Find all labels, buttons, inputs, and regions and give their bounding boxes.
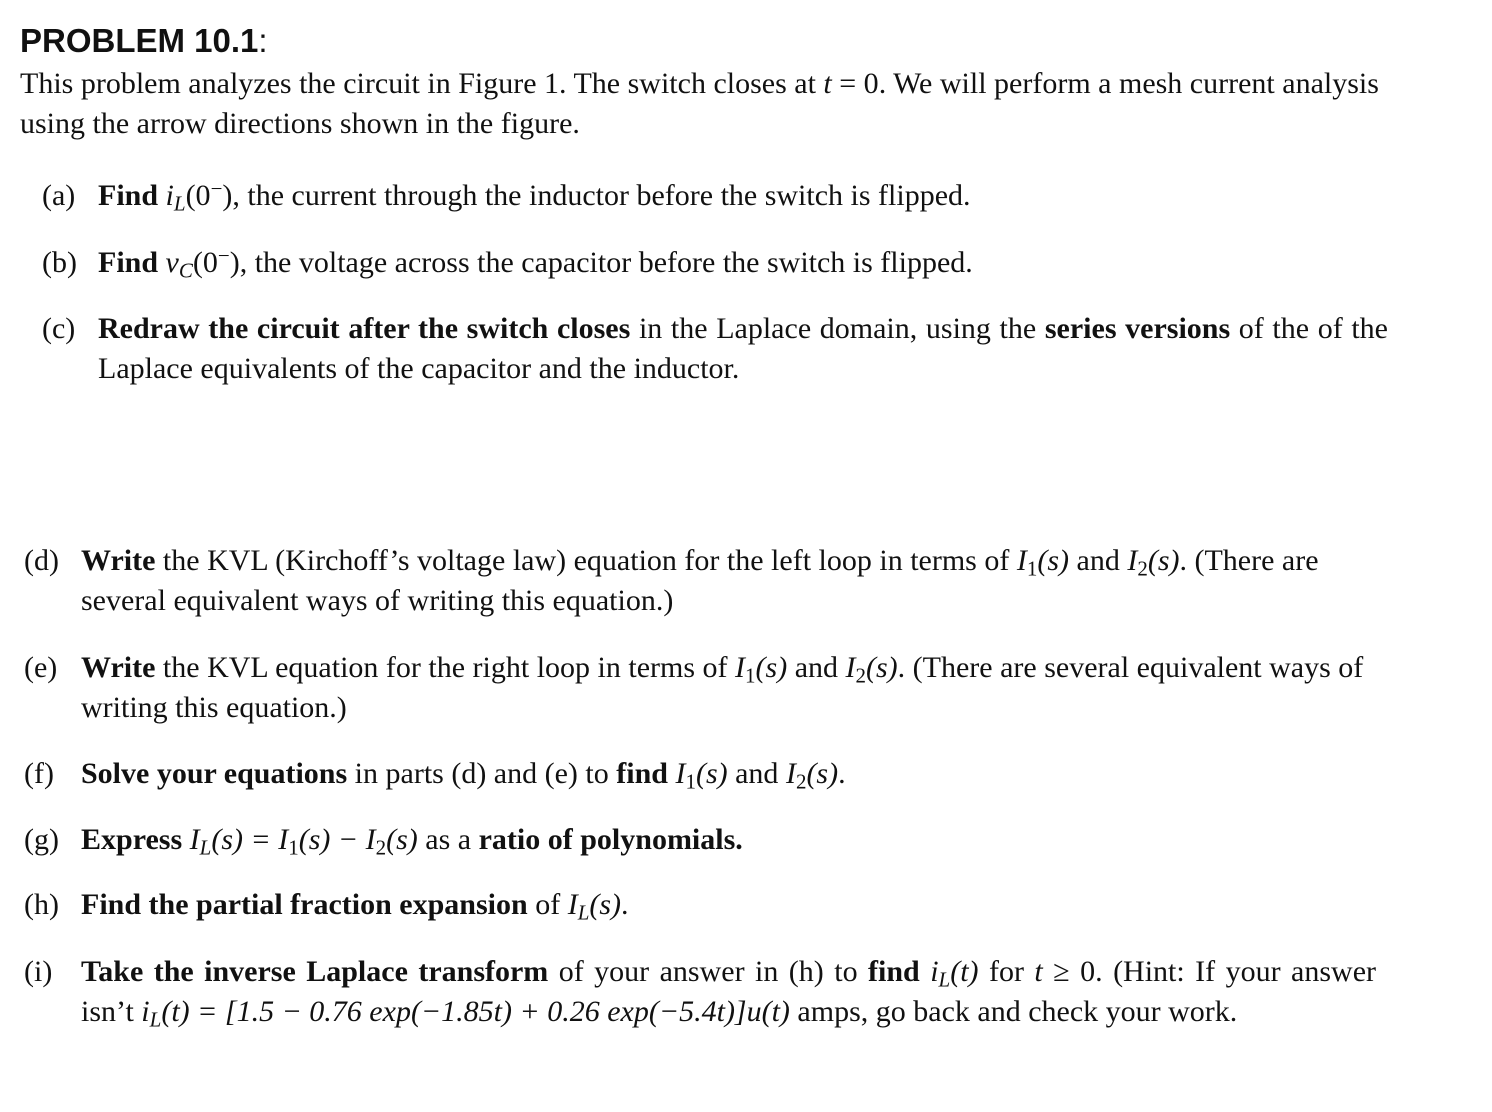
part-h-label: (h) [24, 888, 59, 921]
part-a [42, 176, 1442, 216]
part-c-label: (c) [42, 312, 76, 345]
part-h [24, 885, 1384, 925]
part-c [42, 309, 1388, 389]
part-d [24, 541, 1384, 621]
part-i [24, 952, 1376, 1032]
part-i-label: (i) [24, 955, 53, 988]
part-a-label: (a) [42, 179, 76, 212]
part-h-text: Find the partial fraction expansion of $I_L(s)$. [81, 888, 629, 925]
part-f [24, 754, 1384, 794]
part-g-label: (g) [24, 823, 59, 856]
part-b-text: Find $v_C(0^-)$, the voltage across the capacitor before the switch is flipped. [98, 243, 973, 283]
part-g-text: Express $I_L(s) = I_1(s) - I_2(s)$ as a ratio of polynomials. [81, 823, 743, 860]
part-f-text: Solve your equations in parts (d) and (e) to find $I_1(s)$ and $I_2(s)$. [81, 757, 846, 794]
part-i-text: Take the inverse Laplace transform of your answer in (h) to find $i_L(t)$ for t ≥ 0. (Hint: If your answer isn’t $i_L(t) = [1.5 - 0.76$ exp(−1.85t) + 0.26 exp(−5.4t)]u(t) amps, go back and check your work. [81, 955, 1377, 1032]
part-f-label: (f) [24, 757, 54, 790]
part-d-text: Write the KVL (Kirchoff’s voltage law) equation for the left loop in terms of $I_1(s)$ and $I_2(s)$. (There are several equivalent ways of writing this equation.) [81, 544, 1319, 617]
problem-intro: This problem analyzes the circuit in Figure 1. The switch closes at t = 0. We will perform a mesh current analysis using the arrow directions shown in the figure. [20, 67, 1379, 140]
part-b [42, 243, 1442, 283]
part-g [24, 820, 1384, 860]
part-d-label: (d) [24, 544, 59, 577]
part-e [24, 648, 1384, 728]
part-e-label: (e) [24, 651, 58, 684]
part-c-text: Redraw the circuit after the switch closes in the Laplace domain, using the series versions of the of the Laplace equivalents of the capacitor and the inductor. [98, 312, 1388, 385]
part-a-text: Find $i_L(0^-)$, the current through the inductor before the switch is flipped. [98, 176, 971, 216]
problem-title: PROBLEM 10.1: [20, 22, 268, 59]
part-b-label: (b) [42, 246, 77, 279]
part-e-text: Write the KVL equation for the right loop in terms of $I_1(s)$ and $I_2(s)$. (There are several equivalent ways of writing this equation.) [81, 651, 1364, 724]
